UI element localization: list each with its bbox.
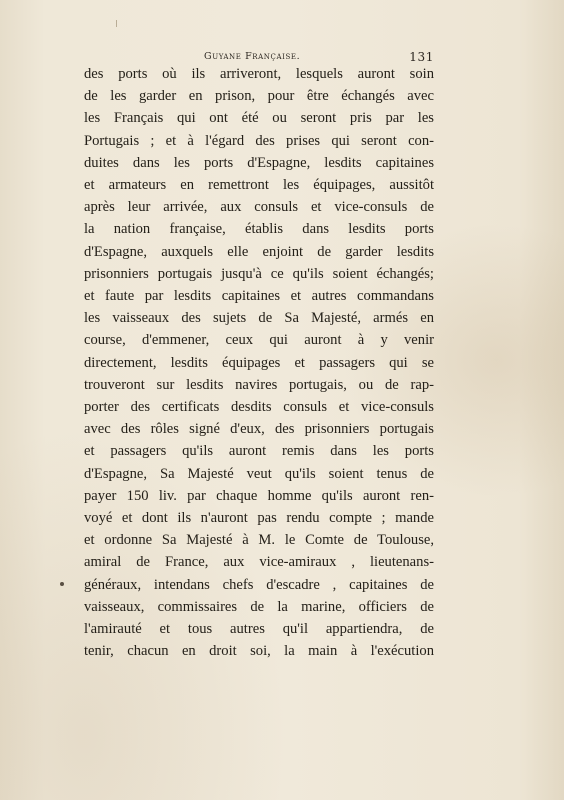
- text-line: d'Espagne, Sa Majesté veut qu'ils soient tenus de: [84, 465, 434, 482]
- text-line: et passagers qu'ils auront remis dans les ports: [84, 443, 434, 460]
- text-line: et armateurs en remettront les équipages, aussitôt: [84, 177, 434, 194]
- text-line: voyé et dont ils n'auront pas rendu compte ; mande: [84, 510, 434, 527]
- text-line: trouveront sur lesdits navires portugais, ou de rap-: [84, 376, 434, 393]
- text-line: duites dans les ports d'Espagne, lesdits capitaines: [84, 154, 434, 171]
- text-line: Portugais ; et à l'égard des prises qui seront con-: [84, 132, 434, 149]
- text-line: les Français qui ont été ou seront pris par les: [84, 110, 434, 127]
- text-line: directement, lesdits équipages et passagers qui se: [84, 354, 434, 371]
- text-line: payer 150 liv. par chaque homme qu'ils auront ren-: [84, 487, 434, 504]
- text-line: prisonniers portugais jusqu'à ce qu'ils soient échangés;: [84, 265, 434, 282]
- text-line: avec des rôles signé d'eux, des prisonniers portugais: [84, 421, 434, 438]
- text-line: l'amirauté et tous autres qu'il appartiendra, de: [84, 621, 434, 638]
- text-line: porter des certificats desdits consuls et vice-consuls: [84, 399, 434, 416]
- text-line: tenir, chacun en droit soi, la main à l'exécution: [84, 643, 434, 660]
- running-title: Guyane Française.: [204, 51, 301, 62]
- body-text: [84, 63, 434, 662]
- text-line: amiral de France, aux vice-amiraux , lieutenans-: [84, 554, 434, 571]
- text-line: et ordonne Sa Majesté à M. le Comte de Toulouse,: [84, 532, 434, 549]
- text-line: les vaisseaux des sujets de Sa Majesté, armés en: [84, 310, 434, 327]
- text-line: vaisseaux, commissaires de la marine, officiers de: [84, 598, 434, 615]
- text-line: des ports où ils arriveront, lesquels auront soin: [84, 66, 434, 82]
- text-line: après leur arrivée, aux consuls et vice-consuls de: [84, 199, 434, 216]
- paper-mark: [116, 20, 117, 27]
- page-number: 131: [409, 50, 434, 64]
- text-line: de les garder en prison, pour être échangés avec: [84, 88, 434, 105]
- text-line: course, d'emmener, ceux qui auront à y venir: [84, 332, 434, 349]
- text-line: la nation française, établis dans lesdits ports: [84, 221, 434, 238]
- text-line: généraux, intendans chefs d'escadre , capitaines de: [84, 576, 434, 593]
- ink-blot: [60, 582, 64, 586]
- text-line: et faute par lesdits capitaines et autres commandans: [84, 288, 434, 305]
- text-line: d'Espagne, auxquels elle enjoint de garder lesdits: [84, 243, 434, 260]
